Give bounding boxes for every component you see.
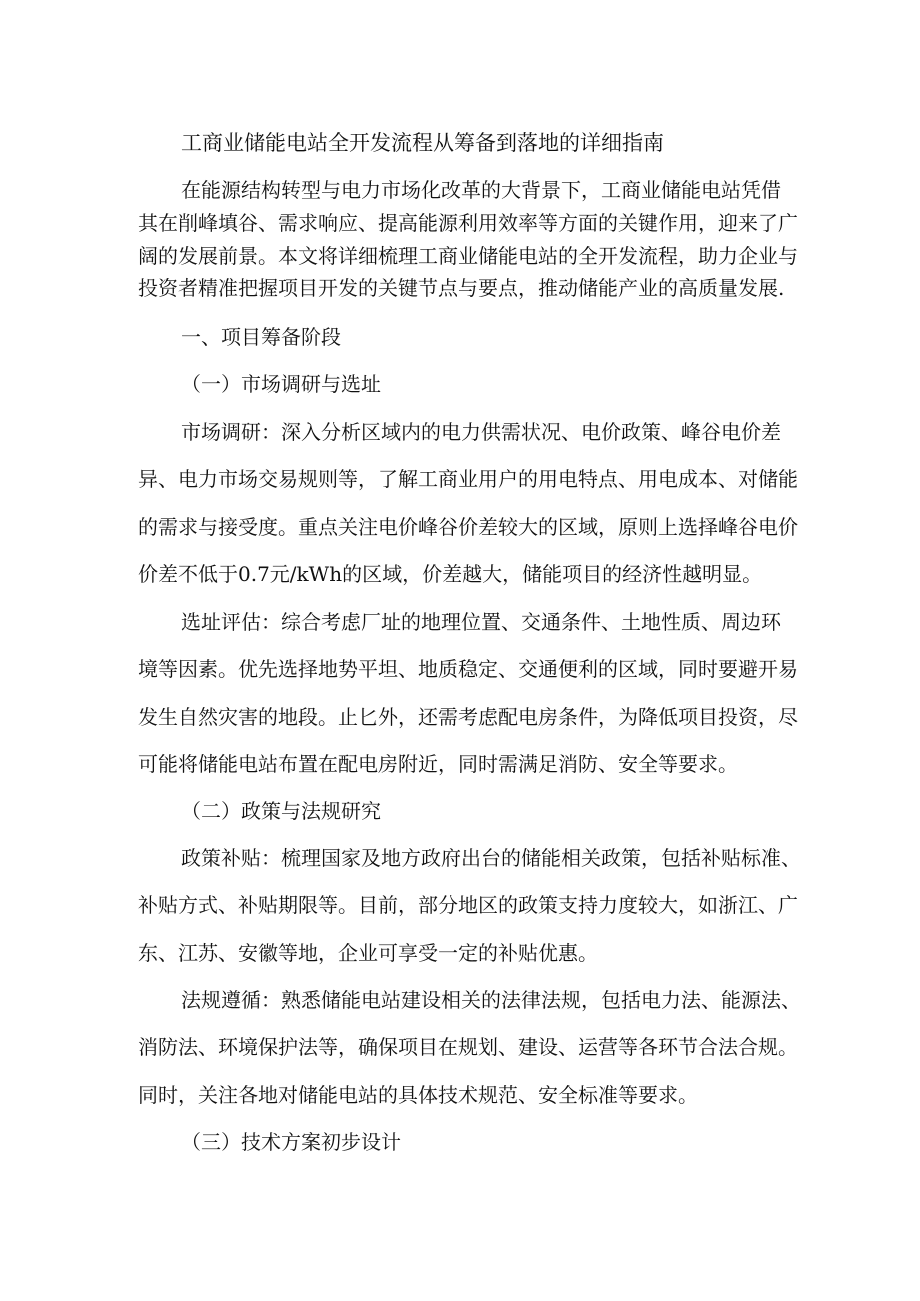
site-evaluation-line-1: 选址评估：综合考虑厂址的地理位置、交通条件、土地性质、周边环 xyxy=(181,610,781,634)
subsection-2-heading: （二）政策与法规研究 xyxy=(181,799,381,823)
regulation-compliance-line-1: 法规遵循：熟悉储能电站建设相关的法律法规，包括电力法、能源法、 xyxy=(181,988,801,1012)
intro-line-2: 其在削峰填谷、需求响应、提高能源利用效率等方面的关键作用，迎来了广 xyxy=(138,211,798,235)
policy-subsidy-line-2: 补贴方式、补贴期限等。目前，部分地区的政策支持力度较大，如浙江、广 xyxy=(138,893,798,917)
site-evaluation-line-3: 发生自然灾害的地段。止匕外，还需考虑配电房条件，为降低项目投资，尽 xyxy=(138,705,798,729)
policy-subsidy-line-1: 政策补贴：梳理国家及地方政府出台的储能相关政策，包括补贴标准、 xyxy=(181,846,801,870)
site-evaluation-line-2: 境等因素。优先选择地势平坦、地质稳定、交通便利的区域，同时要避开易 xyxy=(138,657,798,681)
market-research-line-4: 价差不低于0.7元/kWh的区域，价差越大，储能项目的经济性越明显。 xyxy=(138,562,763,586)
regulation-compliance-line-2: 消防法、环境保护法等，确保项目在规划、建设、运营等各环节合法合规。 xyxy=(138,1035,798,1059)
site-evaluation-line-4: 可能将储能电站布置在配电房附近，同时需满足消防、安全等要求。 xyxy=(138,752,738,776)
section-1-heading: 一、项目筹备阶段 xyxy=(181,325,341,349)
intro-line-1: 在能源结构转型与电力市场化改革的大背景下，工商业储能电站凭借 xyxy=(181,178,781,202)
subsection-3-heading: （三）技术方案初步设计 xyxy=(181,1130,401,1154)
intro-line-3: 阔的发展前景。本文将详细梳理工商业储能电站的全开发流程，助力企业与 xyxy=(138,244,798,268)
policy-subsidy-line-3: 东、江苏、安徽等地，企业可享受一定的补贴优惠。 xyxy=(138,941,598,965)
subsection-1-heading: （一）市场调研与选址 xyxy=(181,372,381,396)
intro-line-4: 投资者精准把握项目开发的关键节点与要点，推动储能产业的高质量发展. xyxy=(138,276,785,300)
document-title: 工商业储能电站全开发流程从筹备到落地的详细指南 xyxy=(181,131,664,155)
market-research-line-2: 异、电力市场交易规则等，了解工商业用户的用电特点、用电成本、对储能 xyxy=(138,467,798,491)
regulation-compliance-line-3: 同时，关注各地对储能电站的具体技术规范、安全标准等要求。 xyxy=(138,1083,698,1107)
market-research-line-1: 市场调研：深入分析区域内的电力供需状况、电价政策、峰谷电价差 xyxy=(181,420,781,444)
market-research-line-3: 的需求与接受度。重点关注电价峰谷价差较大的区域，原则上选择峰谷电价 xyxy=(138,515,798,539)
